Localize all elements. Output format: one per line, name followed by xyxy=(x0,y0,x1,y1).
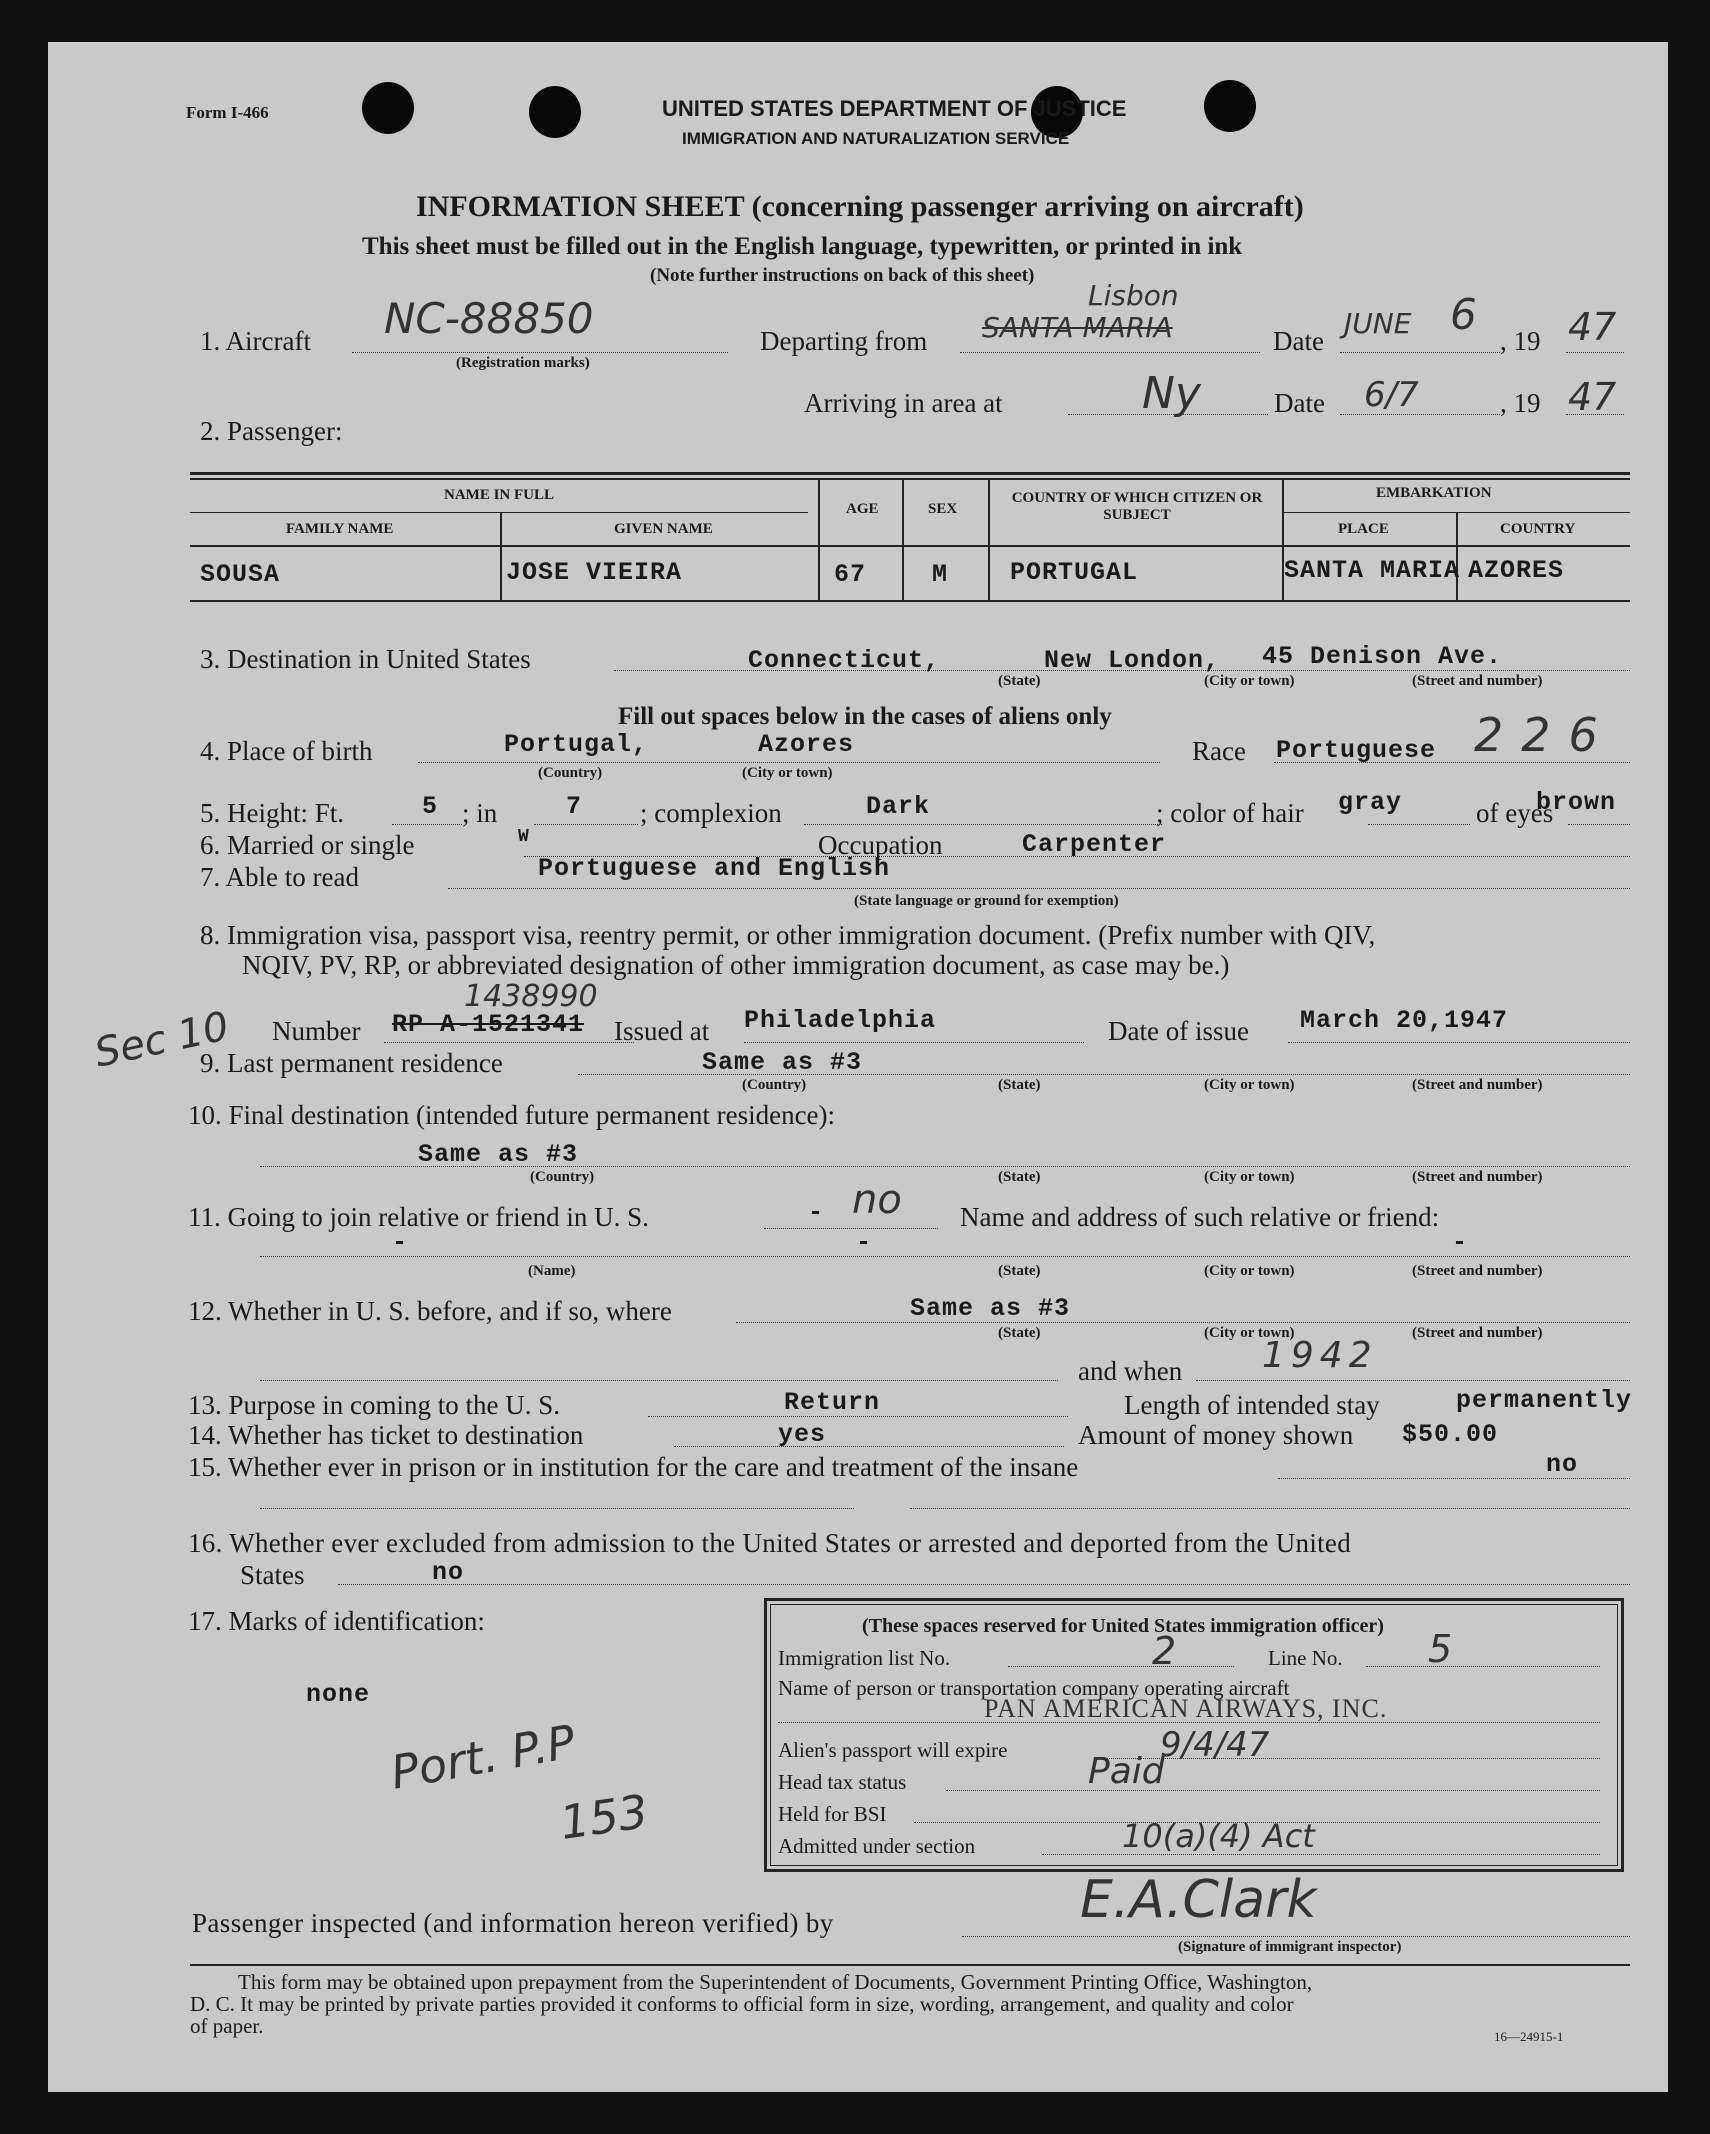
in-label: ; in xyxy=(462,798,498,828)
number-line xyxy=(384,1042,634,1043)
money-value: $50.00 xyxy=(1402,1420,1499,1449)
q11-dash-state: - xyxy=(856,1228,873,1257)
q6-value: W xyxy=(518,827,530,847)
number-hand: 1438990 xyxy=(464,979,598,1014)
cell-family: SOUSA xyxy=(200,560,281,589)
q15-value: no xyxy=(1546,1450,1579,1479)
q14-line xyxy=(674,1446,1064,1447)
inspector-signature: E.A.Clark xyxy=(1080,1870,1317,1930)
page-title: INFORMATION SHEET (concerning passenger arriving on aircraft) xyxy=(416,190,1304,223)
q11-name-label: Name and address of such relative or friend: xyxy=(960,1202,1440,1232)
form-number: Form I-466 xyxy=(186,103,269,122)
complexion-label: ; complexion xyxy=(640,798,782,828)
footer-line1: This form may be obtained upon prepayment from the Superintendent of Documents, Government Printing Office, Washington, xyxy=(238,1970,1313,1994)
q5-label: 5. Height: Ft. xyxy=(200,798,345,828)
footer-rule xyxy=(190,1964,1630,1966)
list-line xyxy=(1008,1666,1234,1667)
col-divider xyxy=(818,478,820,602)
punch-hole xyxy=(362,82,414,134)
hair-label: ; color of hair xyxy=(1156,798,1304,828)
q4-cap-city: (City or town) xyxy=(742,765,833,781)
departing-line xyxy=(960,352,1260,353)
cell-citizen: PORTUGAL xyxy=(1010,558,1139,587)
when-line xyxy=(1196,1380,1630,1381)
q7-cap: (State language or ground for exemption) xyxy=(854,893,1119,909)
company-value: PAN AMERICAN AIRWAYS, INC. xyxy=(984,1694,1388,1723)
punch-hole xyxy=(1204,80,1256,132)
year-prefix: , 19 xyxy=(1500,326,1541,356)
occupation-label: Occupation xyxy=(818,830,943,860)
q7-label: 7. Able to read xyxy=(200,862,359,892)
bsi-label: Held for BSI xyxy=(778,1802,887,1826)
stay-value: permanently xyxy=(1456,1386,1633,1415)
side-hand-note: Sec 10 xyxy=(90,1003,233,1077)
ft-value: 5 xyxy=(422,792,439,821)
q11-cap-state: (State) xyxy=(998,1263,1041,1279)
race-value: Portuguese xyxy=(1276,736,1437,765)
footer-code: 16—24915-1 xyxy=(1494,2029,1564,2044)
q11-dash: - xyxy=(808,1198,825,1227)
q3-city: New London, xyxy=(1044,646,1221,675)
q1-label: 1. Aircraft xyxy=(200,326,311,356)
q4-label: 4. Place of birth xyxy=(200,736,373,766)
department-title: UNITED STATES DEPARTMENT OF JUSTICE xyxy=(662,96,1127,121)
arr-date-value: 6/7 xyxy=(1364,375,1419,415)
q9-cap-street: (Street and number) xyxy=(1412,1077,1543,1093)
hdr-country: COUNTRY xyxy=(1500,521,1576,537)
when-label: and when xyxy=(1078,1356,1183,1386)
doi-line xyxy=(1288,1042,1630,1043)
q3-label: 3. Destination in United States xyxy=(200,644,531,674)
arr-date-label: Date xyxy=(1274,388,1325,418)
q15-label: 15. Whether ever in prison or in institution for the care and treatment of the insane xyxy=(188,1452,1079,1482)
q13-value: Return xyxy=(784,1388,881,1417)
q11-dash-street: - xyxy=(1452,1228,1469,1257)
inspected-line xyxy=(962,1936,1630,1937)
hdr-age: AGE xyxy=(846,501,879,517)
in-value: 7 xyxy=(566,792,583,821)
line-no-value: 5 xyxy=(1428,1627,1453,1671)
departing-value: SANTA MARIA xyxy=(982,311,1173,344)
q16-value: no xyxy=(432,1558,465,1587)
q2-label: 2. Passenger: xyxy=(200,416,343,446)
q15-extra-line xyxy=(260,1508,854,1509)
departing-hand: Lisbon xyxy=(1088,279,1179,312)
tax-line xyxy=(946,1790,1600,1791)
q15-extra-line-2 xyxy=(910,1508,1630,1509)
q4-cap-country: (Country) xyxy=(538,765,603,781)
section-value: 10(a)(4) Act xyxy=(1122,1817,1315,1855)
q3-cap-city: (City or town) xyxy=(1204,673,1295,689)
passport-label: Alien's passport will expire xyxy=(778,1738,1008,1762)
q12-value: Same as #3 xyxy=(910,1294,1071,1323)
q12-cap-city: (City or town) xyxy=(1204,1325,1295,1341)
hdr-embarkation: EMBARKATION xyxy=(1376,485,1492,501)
issued-label: Issued at xyxy=(614,1016,710,1046)
section-label: Admitted under section xyxy=(778,1834,976,1858)
eyes-line xyxy=(1568,824,1630,825)
cell-age: 67 xyxy=(834,560,867,589)
q3-cap-street: (Street and number) xyxy=(1412,673,1543,689)
inspected-cap: (Signature of immigrant inspector) xyxy=(1178,1939,1402,1955)
table-top-rule xyxy=(190,472,1630,475)
q17-hand-1: Port. P.P xyxy=(386,1714,580,1800)
q11-line2 xyxy=(260,1256,1630,1257)
departing-label: Departing from xyxy=(760,326,928,356)
q9-value: Same as #3 xyxy=(702,1048,863,1077)
q10-value: Same as #3 xyxy=(418,1140,579,1169)
complexion-line xyxy=(804,824,1162,825)
table-sub-rule xyxy=(190,512,808,513)
q11-line xyxy=(764,1228,938,1229)
aircraft-line xyxy=(352,352,728,353)
q14-value: yes xyxy=(778,1420,827,1449)
q11-label: 11. Going to join relative or friend in U. S. xyxy=(188,1202,649,1232)
q16-line xyxy=(338,1584,1630,1585)
complexion-value: Dark xyxy=(866,792,931,821)
q12-cap-street: (Street and number) xyxy=(1412,1325,1543,1341)
q17-hand-2: 153 xyxy=(556,1784,652,1850)
race-label: Race xyxy=(1192,736,1246,766)
occupation-value: Carpenter xyxy=(1022,830,1167,859)
q7-value: Portuguese and English xyxy=(538,854,891,883)
arr-year-prefix: , 19 xyxy=(1500,388,1541,418)
q10-cap-street: (Street and number) xyxy=(1412,1169,1543,1185)
q13-label: 13. Purpose in coming to the U. S. xyxy=(188,1390,560,1420)
cell-country: AZORES xyxy=(1468,556,1565,585)
hdr-place: PLACE xyxy=(1338,521,1389,537)
eyes-value: brown xyxy=(1536,788,1617,817)
form-sheet xyxy=(48,42,1668,2092)
doi-value: March 20,1947 xyxy=(1300,1006,1509,1035)
in-line xyxy=(534,824,638,825)
table-header-rule xyxy=(190,545,1630,547)
q9-label: 9. Last permanent residence xyxy=(200,1048,503,1078)
hdr-sex: SEX xyxy=(928,501,958,517)
year-line xyxy=(1566,352,1624,353)
tax-label: Head tax status xyxy=(778,1770,907,1794)
q4-line xyxy=(418,762,1160,763)
inspected-label: Passenger inspected (and information hereon verified) by xyxy=(192,1908,834,1938)
q9-cap-city: (City or town) xyxy=(1204,1077,1295,1093)
q10-cap-city: (City or town) xyxy=(1204,1169,1295,1185)
line-no-label: Line No. xyxy=(1268,1646,1343,1670)
q4-city: Azores xyxy=(758,730,855,759)
q11-cap-name: (Name) xyxy=(528,1263,576,1279)
line-no-line xyxy=(1366,1666,1600,1667)
hdr-name-in-full: NAME IN FULL xyxy=(444,487,555,503)
hdr-given: GIVEN NAME xyxy=(614,521,713,537)
arriving-label: Arriving in area at xyxy=(804,388,1003,418)
ft-line xyxy=(392,824,462,825)
date-line xyxy=(1340,352,1500,353)
punch-hole xyxy=(529,86,581,138)
q3-state: Connecticut, xyxy=(748,646,941,675)
col-divider xyxy=(988,478,990,602)
number-value: RP A-1521341 xyxy=(392,1010,585,1039)
q8-line2: NQIV, PV, RP, or abbreviated designation of other immigration document, as case may be.) xyxy=(242,950,1230,980)
date-label: Date xyxy=(1273,326,1324,356)
q11-dash-name: - xyxy=(392,1228,409,1257)
issued-value: Philadelphia xyxy=(744,1006,937,1035)
q9-cap-country: (Country) xyxy=(742,1077,807,1093)
arriving-value: Ny xyxy=(1142,368,1201,419)
q10-cap-state: (State) xyxy=(998,1169,1041,1185)
footer-line2: D. C. It may be printed by private parties provided it conforms to official form in size, wording, arrangement, and quality and color xyxy=(190,1992,1294,2016)
list-value: 2 xyxy=(1152,1629,1177,1673)
col-divider xyxy=(500,512,502,602)
passport-value: 9/4/47 xyxy=(1160,1725,1270,1765)
q8-line1: 8. Immigration visa, passport visa, reentry permit, or other immigration document. (Prefix number with QIV, xyxy=(200,920,1376,950)
list-label: Immigration list No. xyxy=(778,1646,951,1670)
col-divider xyxy=(902,478,904,602)
q11-hand: no xyxy=(852,1177,902,1223)
hair-line xyxy=(1368,824,1470,825)
instruction-text: This sheet must be filled out in the English language, typewritten, or printed in ink xyxy=(362,233,1243,260)
stay-label: Length of intended stay xyxy=(1124,1390,1380,1420)
hdr-citizen: COUNTRY OF WHICH CITIZEN OR SUBJECT xyxy=(1011,490,1263,523)
q12-cap-state: (State) xyxy=(998,1325,1041,1341)
q4-country: Portugal, xyxy=(504,730,649,759)
tax-value: Paid xyxy=(1088,1751,1165,1792)
q17-value: none xyxy=(306,1680,371,1709)
reg-caption: (Registration marks) xyxy=(456,355,590,371)
service-title: IMMIGRATION AND NATURALIZATION SERVICE xyxy=(682,129,1070,148)
q12-when-pre-line xyxy=(260,1380,1058,1381)
q11-cap-city: (City or town) xyxy=(1204,1263,1295,1279)
q12-label: 12. Whether in U. S. before, and if so, where xyxy=(188,1296,672,1326)
table-top-rule-2 xyxy=(190,478,1630,480)
year-value: 47 xyxy=(1568,305,1617,349)
officer-title: (These spaces reserved for United States immigration officer) xyxy=(862,1615,1384,1637)
issued-line xyxy=(744,1042,1084,1043)
eyes-label: of eyes xyxy=(1476,798,1554,828)
q12-line xyxy=(736,1322,1630,1323)
cell-given: JOSE VIEIRA xyxy=(506,558,683,587)
date-day-hand: 6 xyxy=(1450,290,1477,339)
q6-label: 6. Married or single xyxy=(200,830,415,860)
date-value: JUNE xyxy=(1344,307,1412,340)
hair-value: gray xyxy=(1338,788,1403,817)
q14-label: 14. Whether has ticket to destination xyxy=(188,1420,584,1450)
note-text: (Note further instructions on back of this sheet) xyxy=(650,265,1035,286)
q16-line2: States xyxy=(240,1560,305,1590)
number-label: Number xyxy=(272,1016,361,1046)
hdr-family: FAMILY NAME xyxy=(286,521,394,537)
q17-label: 17. Marks of identification: xyxy=(188,1606,485,1636)
doi-label: Date of issue xyxy=(1108,1016,1249,1046)
race-hand: 226 xyxy=(1474,708,1616,762)
q3-cap-state: (State) xyxy=(998,673,1041,689)
table-bottom-rule xyxy=(190,600,1630,602)
company-label: Name of person or transportation company operating aircraft xyxy=(778,1676,1290,1700)
q7-line xyxy=(448,888,1630,889)
q11-cap-street: (Street and number) xyxy=(1412,1263,1543,1279)
q16-line1: 16. Whether ever excluded from admission to the United States or arrested and deported from the United xyxy=(188,1528,1352,1558)
footer-line3: of paper. xyxy=(190,2014,264,2038)
arr-year-value: 47 xyxy=(1568,375,1617,419)
money-label: Amount of money shown xyxy=(1078,1420,1354,1450)
cell-place: SANTA MARIA xyxy=(1284,556,1461,585)
aliens-note: Fill out spaces below in the cases of aliens only xyxy=(618,703,1112,730)
q10-cap-country: (Country) xyxy=(530,1169,595,1185)
cell-sex: M xyxy=(932,560,949,589)
when-hand: 1942 xyxy=(1262,1335,1378,1376)
q3-street: 45 Denison Ave. xyxy=(1262,642,1503,671)
q9-cap-state: (State) xyxy=(998,1077,1041,1093)
q10-label: 10. Final destination (intended future permanent residence): xyxy=(188,1100,836,1130)
aircraft-value: NC-88850 xyxy=(384,294,594,343)
